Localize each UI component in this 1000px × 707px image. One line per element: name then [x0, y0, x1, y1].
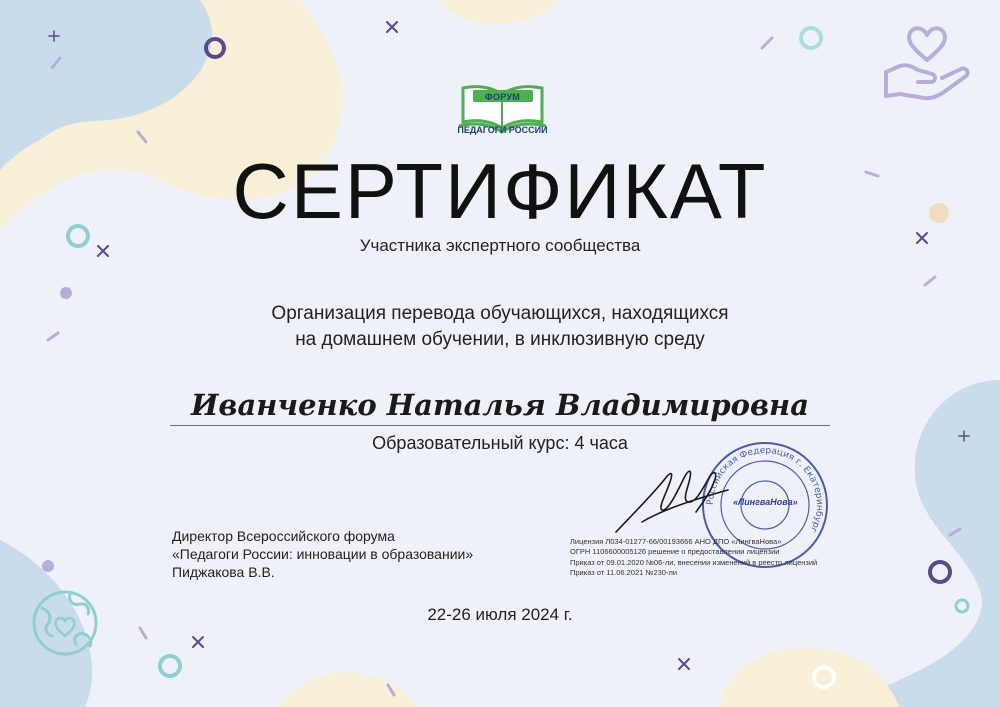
license-line-2: ОГРН 1106600005126 решение о предоставлении лицензии: [570, 547, 780, 556]
signature: [612, 460, 732, 540]
event-date: 22-26 июля 2024 г.: [427, 605, 573, 624]
director-forum-name: «Педагоги России: инновации в образовании»: [172, 546, 474, 562]
director-name: Пиджакова В.В.: [172, 564, 275, 580]
course-hours: Образовательный курс: 4 часа: [372, 433, 628, 453]
certificate-title: СЕРТИФИКАТ: [232, 147, 768, 235]
certificate-subtitle: Участника экспертного сообщества: [359, 236, 641, 255]
license-line-3: Приказ от 09.01.2020 №06-ли, внесении изменений в реестр лицензий: [570, 558, 818, 567]
license-line-4: Приказ от 11.06.2021 №230-ли: [570, 568, 678, 577]
heart-in-hand-icon: [880, 20, 975, 105]
topic-line-2: на домашнем обучении, в инклюзивную среду: [295, 329, 705, 350]
logo-text-org: ПЕДАГОГИ РОССИИ: [457, 125, 548, 135]
director-title: Директор Всероссийского форума: [172, 528, 395, 544]
license-line-1: Лицензия Л034-01277-66/00193666 АНО ДПО «ЛингваНова»: [570, 537, 782, 546]
topic-line-1: Организация перевода обучающихся, находящихся: [271, 303, 729, 324]
recipient-name: Иванченко Наталья Владимировна: [191, 388, 809, 422]
logo-text-forum: ФОРУМ: [484, 92, 521, 102]
stamp-ring-text: Российская Федерация г. Екатеринбург: [705, 445, 825, 535]
stamp-center-text: «ЛингваНова»: [733, 497, 798, 507]
name-underline: [170, 425, 830, 426]
